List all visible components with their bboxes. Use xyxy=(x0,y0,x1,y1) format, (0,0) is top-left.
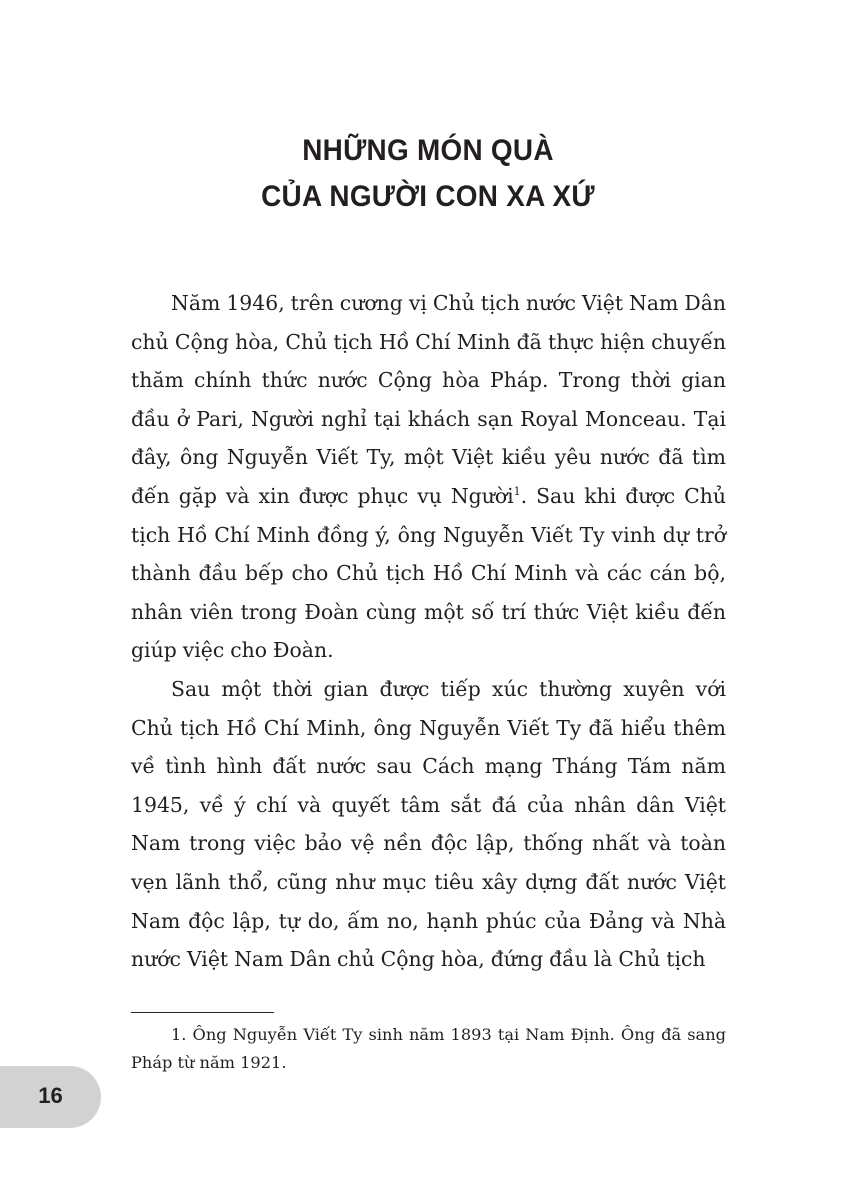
chapter-title-line-2: CỦA NGƯỜI CON XA XỨ xyxy=(261,180,595,213)
footnote-reference: 1 xyxy=(513,484,521,498)
footnote: 1. Ông Nguyễn Viết Ty sinh năm 1893 tại Nam Định. Ông đã sang Pháp từ năm 1921. xyxy=(131,1025,726,1072)
paragraph-1 xyxy=(131,284,726,670)
paragraph-2: Sau một thời gian được tiếp xúc thường xuyên với Chủ tịch Hồ Chí Minh, ông Nguyễn Viết Ty đã hiểu thêm về tình hình đất nước sau Cách mạng Tháng Tám năm 1945, về ý chí và quyết tâm sắt đá của nhân dân Việt Nam trong việc bảo vệ nền độc lập, thống nhất và toàn vẹn lãnh thổ, cũng như mục tiêu xây dựng đất nước Việt Nam độc lập, tự do, ấm no, hạnh phúc của Đảng và Nhà nước Việt Nam Dân chủ Cộng hòa, đứng đầu là Chủ tịch xyxy=(131,676,726,972)
page-number: 16 xyxy=(38,1083,63,1108)
paragraph-1-text-a: Năm 1946, trên cương vị Chủ tịch nước Việt Nam Dân chủ Cộng hòa, Chủ tịch Hồ Chí Minh đã thực hiện chuyến thăm chính thức nước Cộng hòa Pháp. Trong thời gian đầu ở Pari, Người nghỉ tại khách sạn Royal Monceau. Tại đây, ông Nguyễn Viết Ty, một Việt kiều yêu nước đã tìm đến gặp và xin được phục vụ Người xyxy=(131,291,726,508)
chapter-title-line-1: NHỮNG MÓN QUÀ xyxy=(302,134,554,167)
body-text xyxy=(131,284,726,979)
paragraph-1-text-b: . Sau khi được Chủ tịch Hồ Chí Minh đồng ý, ông Nguyễn Viết Ty vinh dự trở thành đầu bếp cho Chủ tịch Hồ Chí Minh và các cán bộ, nhân viên trong Đoàn cùng một số trí thức Việt kiều đến giúp việc cho Đoàn. xyxy=(131,483,726,663)
chapter-title xyxy=(30,128,826,220)
footnote-divider xyxy=(131,1012,274,1013)
